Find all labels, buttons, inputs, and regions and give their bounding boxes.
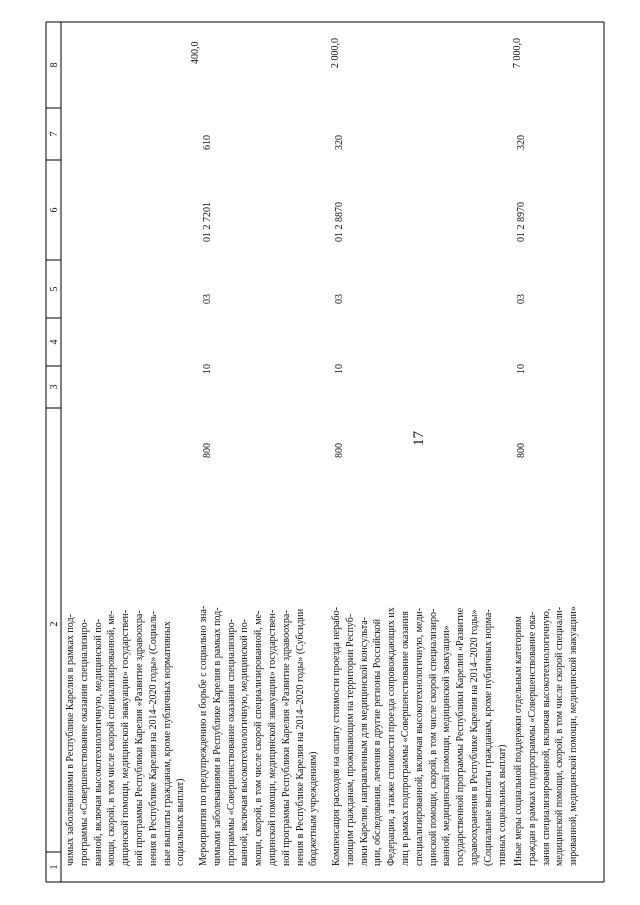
row-2-col3: 800	[202, 443, 213, 458]
header-col-8: 8	[49, 62, 60, 68]
row-3-col5: 03	[334, 294, 345, 304]
row-3-col6: 01 2 8870	[334, 202, 345, 242]
row-3-amount: 7 000,0	[512, 38, 523, 68]
row-4-col7: 320	[516, 135, 527, 150]
header-col-3: 3	[49, 384, 60, 390]
header-col-1: 1	[49, 864, 60, 870]
header-col-6: 6	[49, 207, 60, 213]
row-2-description: Мероприятия по предупреждению и борьбе с социально зна- чимыми заболеваниями в Республике Карелия в рамках под- программы «Совершенствование оказания специализиро- ванной, включая высокотехнологичную, медицинской по- мощи, скорой, в том числе скорой специализированной, ме- дицинской помощи, медицинской эвакуации» государствен- ной программы Республики Карелия «Развитие здравоохра- нения в Республике Карелия на 2014–2020 годы» (Субсидии бюджетным учреждениям)	[198, 605, 320, 866]
row-2-col4: 10	[202, 364, 213, 374]
header-col-4: 4	[49, 339, 60, 345]
row-3-col7: 320	[334, 135, 345, 150]
row-1-amount: 400,0	[190, 41, 201, 64]
row-4-description: Иные меры социальной поддержки отдельным категориям граждан в рамках подпрограммы «Совершенствование ока- зания специализированной, включая высокотехнологичную, медицинской помощи, скорой, в том числе скорой специали- зированной, медицинской помощи, медицинской эвакуации»	[513, 606, 580, 866]
row-4-col4: 10	[516, 364, 527, 374]
row-2-col7: 610	[202, 135, 213, 150]
row-2-col5: 03	[202, 294, 213, 304]
row-1-description: чимых заболеваниями в Республике Карелия в рамках под- программы «Совершенствование оказания специализиро- ванной, включая высокотехнологичную, медицинской по- мощи, скорой, в том числе скорой специализированной, ме- дицинской помощи, медицинской эвакуации» государствен- ной программы Республики Карелия «Развитие здравоохра- нения в Республике Карелия на 2014–2020 годы» (Социаль- ные выплаты гражданам, кроме публичных нормативных социальных выплат)	[65, 609, 187, 866]
header-col-2: 2	[49, 621, 60, 627]
row-2-col6: 01 2 7201	[202, 202, 213, 242]
row-4-col6: 01 2 8970	[516, 202, 527, 242]
row-2-amount: 2 000,0	[330, 38, 341, 68]
row-3-description: Компенсация расходов на оплату стоимости проезда нерабо- тающим гражданам, проживающим на территории Респуб- лики Карелия, направленным для медицинской консульта- ции, обследования, лечения в другие регионы Российской Федерации, а также стоимости проезда сопровождающих их лиц в рамках подпрограммы «Совершенствование оказания специализированной, включая высокотехнологичную, меди- цинской помощи, скорой, в том числе скорой специализиро- ванной, медицинской помощи, медицинской эвакуации» государственной программы Республики Карелия «Развитие здравоохранения в Республике Карелия на 2014–2020 годы» (Социальные выплаты гражданам, кроме публичных норма- тивных социальных выплат)	[331, 607, 508, 866]
page-number: 17	[411, 431, 427, 446]
row-3-col3: 800	[334, 443, 345, 458]
header-col-7: 7	[49, 131, 60, 137]
header-col-5: 5	[49, 286, 60, 292]
row-4-col3: 800	[516, 443, 527, 458]
row-4-col5: 03	[516, 294, 527, 304]
row-3-col4: 10	[334, 364, 345, 374]
